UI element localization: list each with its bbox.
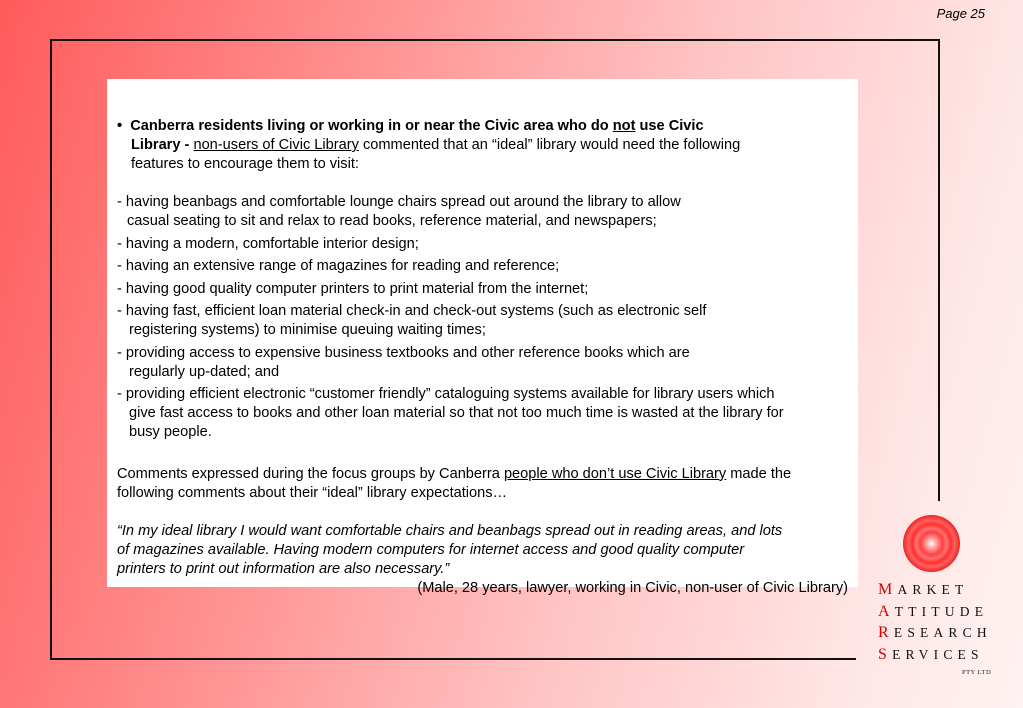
list-item-line2: registering systems) to minimise queuing waiting times;: [129, 322, 486, 338]
frame-border-bottom: [50, 658, 856, 660]
frame-border-left: [50, 39, 52, 660]
list-item-line2: casual seating to sit and relax to read books, reference material, and newspapers;: [127, 213, 657, 229]
quote-line1: “In my ideal library I would want comfortable chairs and beanbags spread out in reading areas, and lots: [117, 522, 783, 539]
list-item: [117, 385, 848, 442]
logo-word: SERVICES: [878, 645, 984, 663]
list-item-line1: - having a modern, comfortable interior design;: [117, 235, 419, 252]
quote-attribution: (Male, 28 years, lawyer, working in Civic, non-user of Civic Library): [417, 579, 848, 596]
list-item-line1: - having fast, efficient loan material check-in and check-out systems (such as electronic self: [117, 303, 707, 319]
comments-paragraph: [117, 465, 848, 503]
logo-circle-icon: [903, 515, 960, 572]
list-item: [117, 235, 848, 254]
bullet-bold-lead: Canberra residents living or working in or near the Civic area who do: [130, 118, 613, 134]
list-item-line1: - providing access to expensive business textbooks and other reference books which are: [117, 344, 690, 361]
comments-tail: made the: [726, 465, 792, 482]
bullet-continuation: [117, 136, 848, 174]
logo-word: ATTITUDE: [878, 602, 989, 620]
list-item-line1: - having good quality computer printers to print material from the internet;: [117, 280, 589, 297]
bullet-bold-line2: Library -: [131, 137, 194, 153]
list-item-line2: give fast access to books and other loan material so that not too much time is wasted at the library for: [129, 405, 784, 421]
logo-suffix: PTY LTD: [962, 669, 992, 676]
quote-line2: of magazines available. Having modern computers for internet access and good quality computer: [117, 541, 745, 558]
logo-word: MARKET: [878, 581, 969, 598]
list-item: [117, 193, 848, 231]
bullet-bold-tail: use Civic: [635, 118, 704, 134]
bullet-line3: features to encourage them to visit:: [131, 156, 359, 172]
frame-border-right: [938, 39, 940, 501]
list-item: [117, 280, 848, 299]
list-item: [117, 344, 848, 382]
company-logo: [868, 515, 998, 685]
list-item: [117, 257, 848, 276]
list-item-line2: regularly up-dated; and: [129, 363, 280, 380]
comments-underlined: people who don’t use Civic Library: [503, 465, 727, 482]
bullet-paragraph: [117, 117, 848, 136]
bullet-underlined-group: non-users of Civic Library: [193, 137, 359, 153]
logo-word: RESEARCH: [878, 624, 992, 641]
comments-lead: Comments expressed during the focus groups by Canberra: [117, 465, 504, 482]
comments-line2: following comments about their “ideal” library expectations…: [117, 484, 508, 501]
frame-border-top: [50, 39, 938, 41]
page-number: Page 25: [936, 6, 985, 21]
logo-wordmark: [878, 579, 992, 665]
bullet-marker: •: [117, 118, 123, 134]
quote-paragraph: [117, 522, 848, 579]
list-item-line3: busy people.: [129, 424, 212, 440]
list-item-line1: - providing efficient electronic “customer friendly” cataloguing systems available for library users which: [117, 386, 775, 402]
bullet-rest-line2: commented that an “ideal” library would need the following: [358, 137, 741, 153]
list-item-line1: - having an extensive range of magazines for reading and reference;: [117, 258, 560, 274]
list-item-line1: - having beanbags and comfortable lounge chairs spread out around the library to allow: [117, 194, 681, 210]
content-panel: [107, 79, 858, 596]
bullet-bold-not: not: [612, 118, 636, 134]
quote-line3: printers to print out information are also necessary.”: [117, 560, 450, 577]
list-item: [117, 302, 848, 340]
